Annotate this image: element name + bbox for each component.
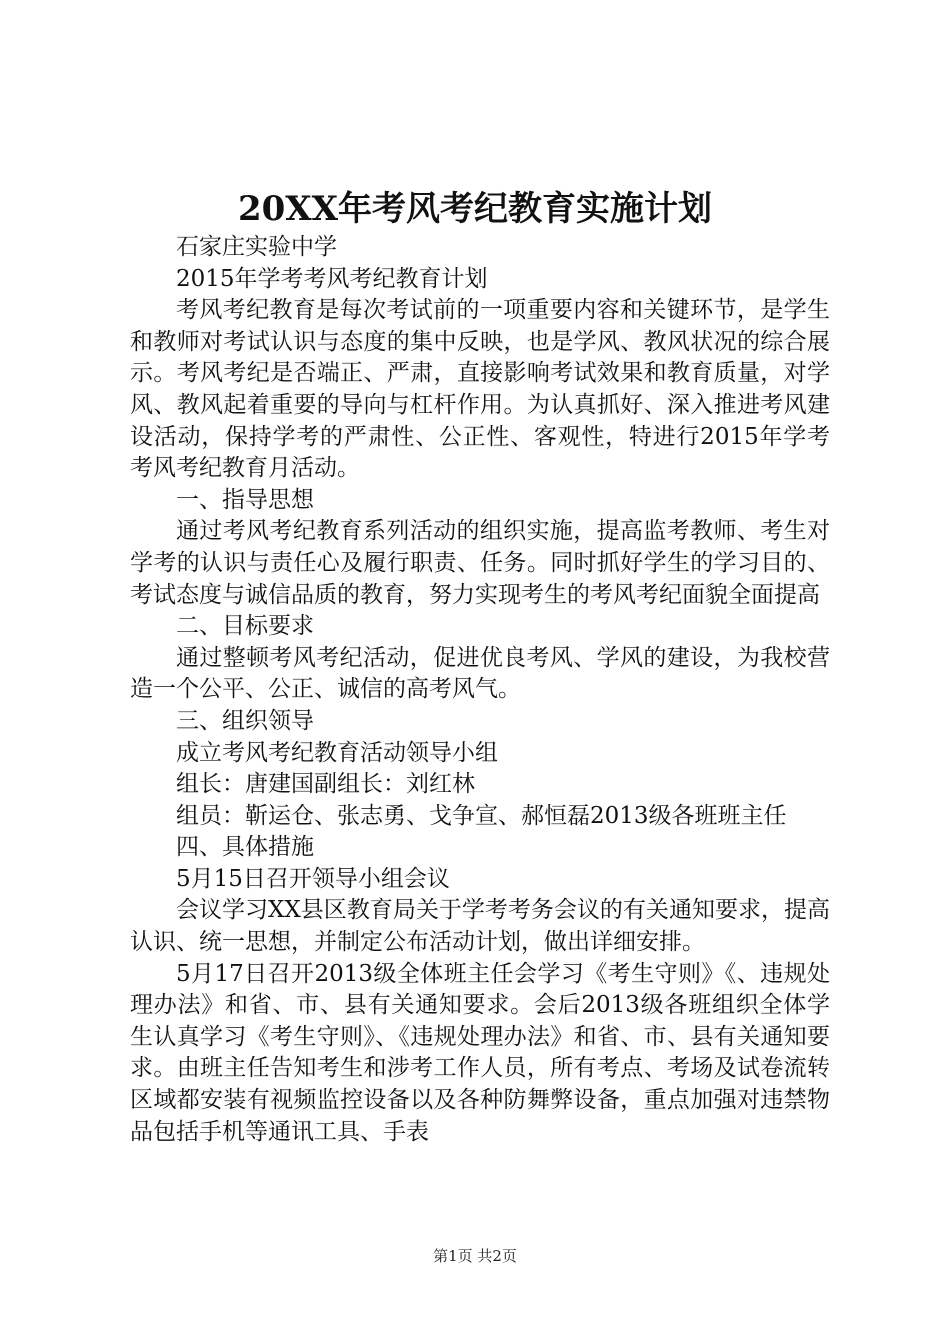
plan-subtitle-line: 2015年学考考风考纪教育计划 [176,265,488,292]
leaders-line: 组长：唐建国副组长：刘红林 [176,771,475,798]
goals-paragraph: 通过整顿考风考纪活动，促进优良考风、学风的建设，为我校营造一个公平、公正、诚信的高考风气。 [130,644,830,703]
document-title: 20XX年考风考纪教育实施计划 [237,189,713,229]
meeting-paragraph: 会议学习XX县区教育局关于学考考务会议的有关通知要求，提高认识、统一思想，并制定公布活动计划，做出详细安排。 [130,897,830,956]
guiding-thought-paragraph: 通过考风考纪教育系列活动的组织实施，提高监考教师、考生对学考的认识与责任心及履行职责、任务。同时抓好学生的学习目的、考试态度与诚信品质的教育，努力实现考生的考风考纪面貌全面提高 [130,518,830,608]
members-line: 组员：靳运仓、张志勇、戈争宣、郝恒磊2013级各班班主任 [176,802,787,829]
organization-paragraph: 成立考风考纪教育活动领导小组 [176,739,498,766]
section-heading-goals: 二、目标要求 [176,613,314,640]
intro-paragraph: 考风考纪教育是每次考试前的一项重要内容和关键环节，是学生和教师对考试认识与态度的集中反映，也是学风、教风状况的综合展示。考风考纪是否端正、严肃，直接影响考试效果和教育质量，对学风、教风起着重要的导向与杠杆作用。为认真抓好、深入推进考风建设活动，保持学考的严肃性、公正性、客观性，特进行2015年学考考风考纪教育月活动。 [130,297,830,482]
section-heading-measures: 四、具体措施 [176,834,314,861]
measure-may17-paragraph: 5月17日召开2013级全体班主任会学习《考生守则》《、违规处理办法》和省、市、县有关通知要求。会后2013级各班组织全体学生认真学习《考生守则》、《违规处理办法》和省、市、县有关通知要求。由班主任告知考生和涉考工作人员，所有考点、考场及试卷流转区域都安装有视频监控设备以及各种防舞弊设备，重点加强对违禁物品包括手机等通讯工具、手表 [130,960,830,1145]
section-heading-organization: 三、组织领导 [176,707,314,734]
section-heading-guiding-thought: 一、指导思想 [176,486,314,513]
page-footer: 第1页 共2页 [433,1247,517,1265]
document-body [130,232,830,1148]
measure-may15-line: 5月15日召开领导小组会议 [176,865,450,892]
school-name-line: 石家庄实验中学 [176,234,337,260]
